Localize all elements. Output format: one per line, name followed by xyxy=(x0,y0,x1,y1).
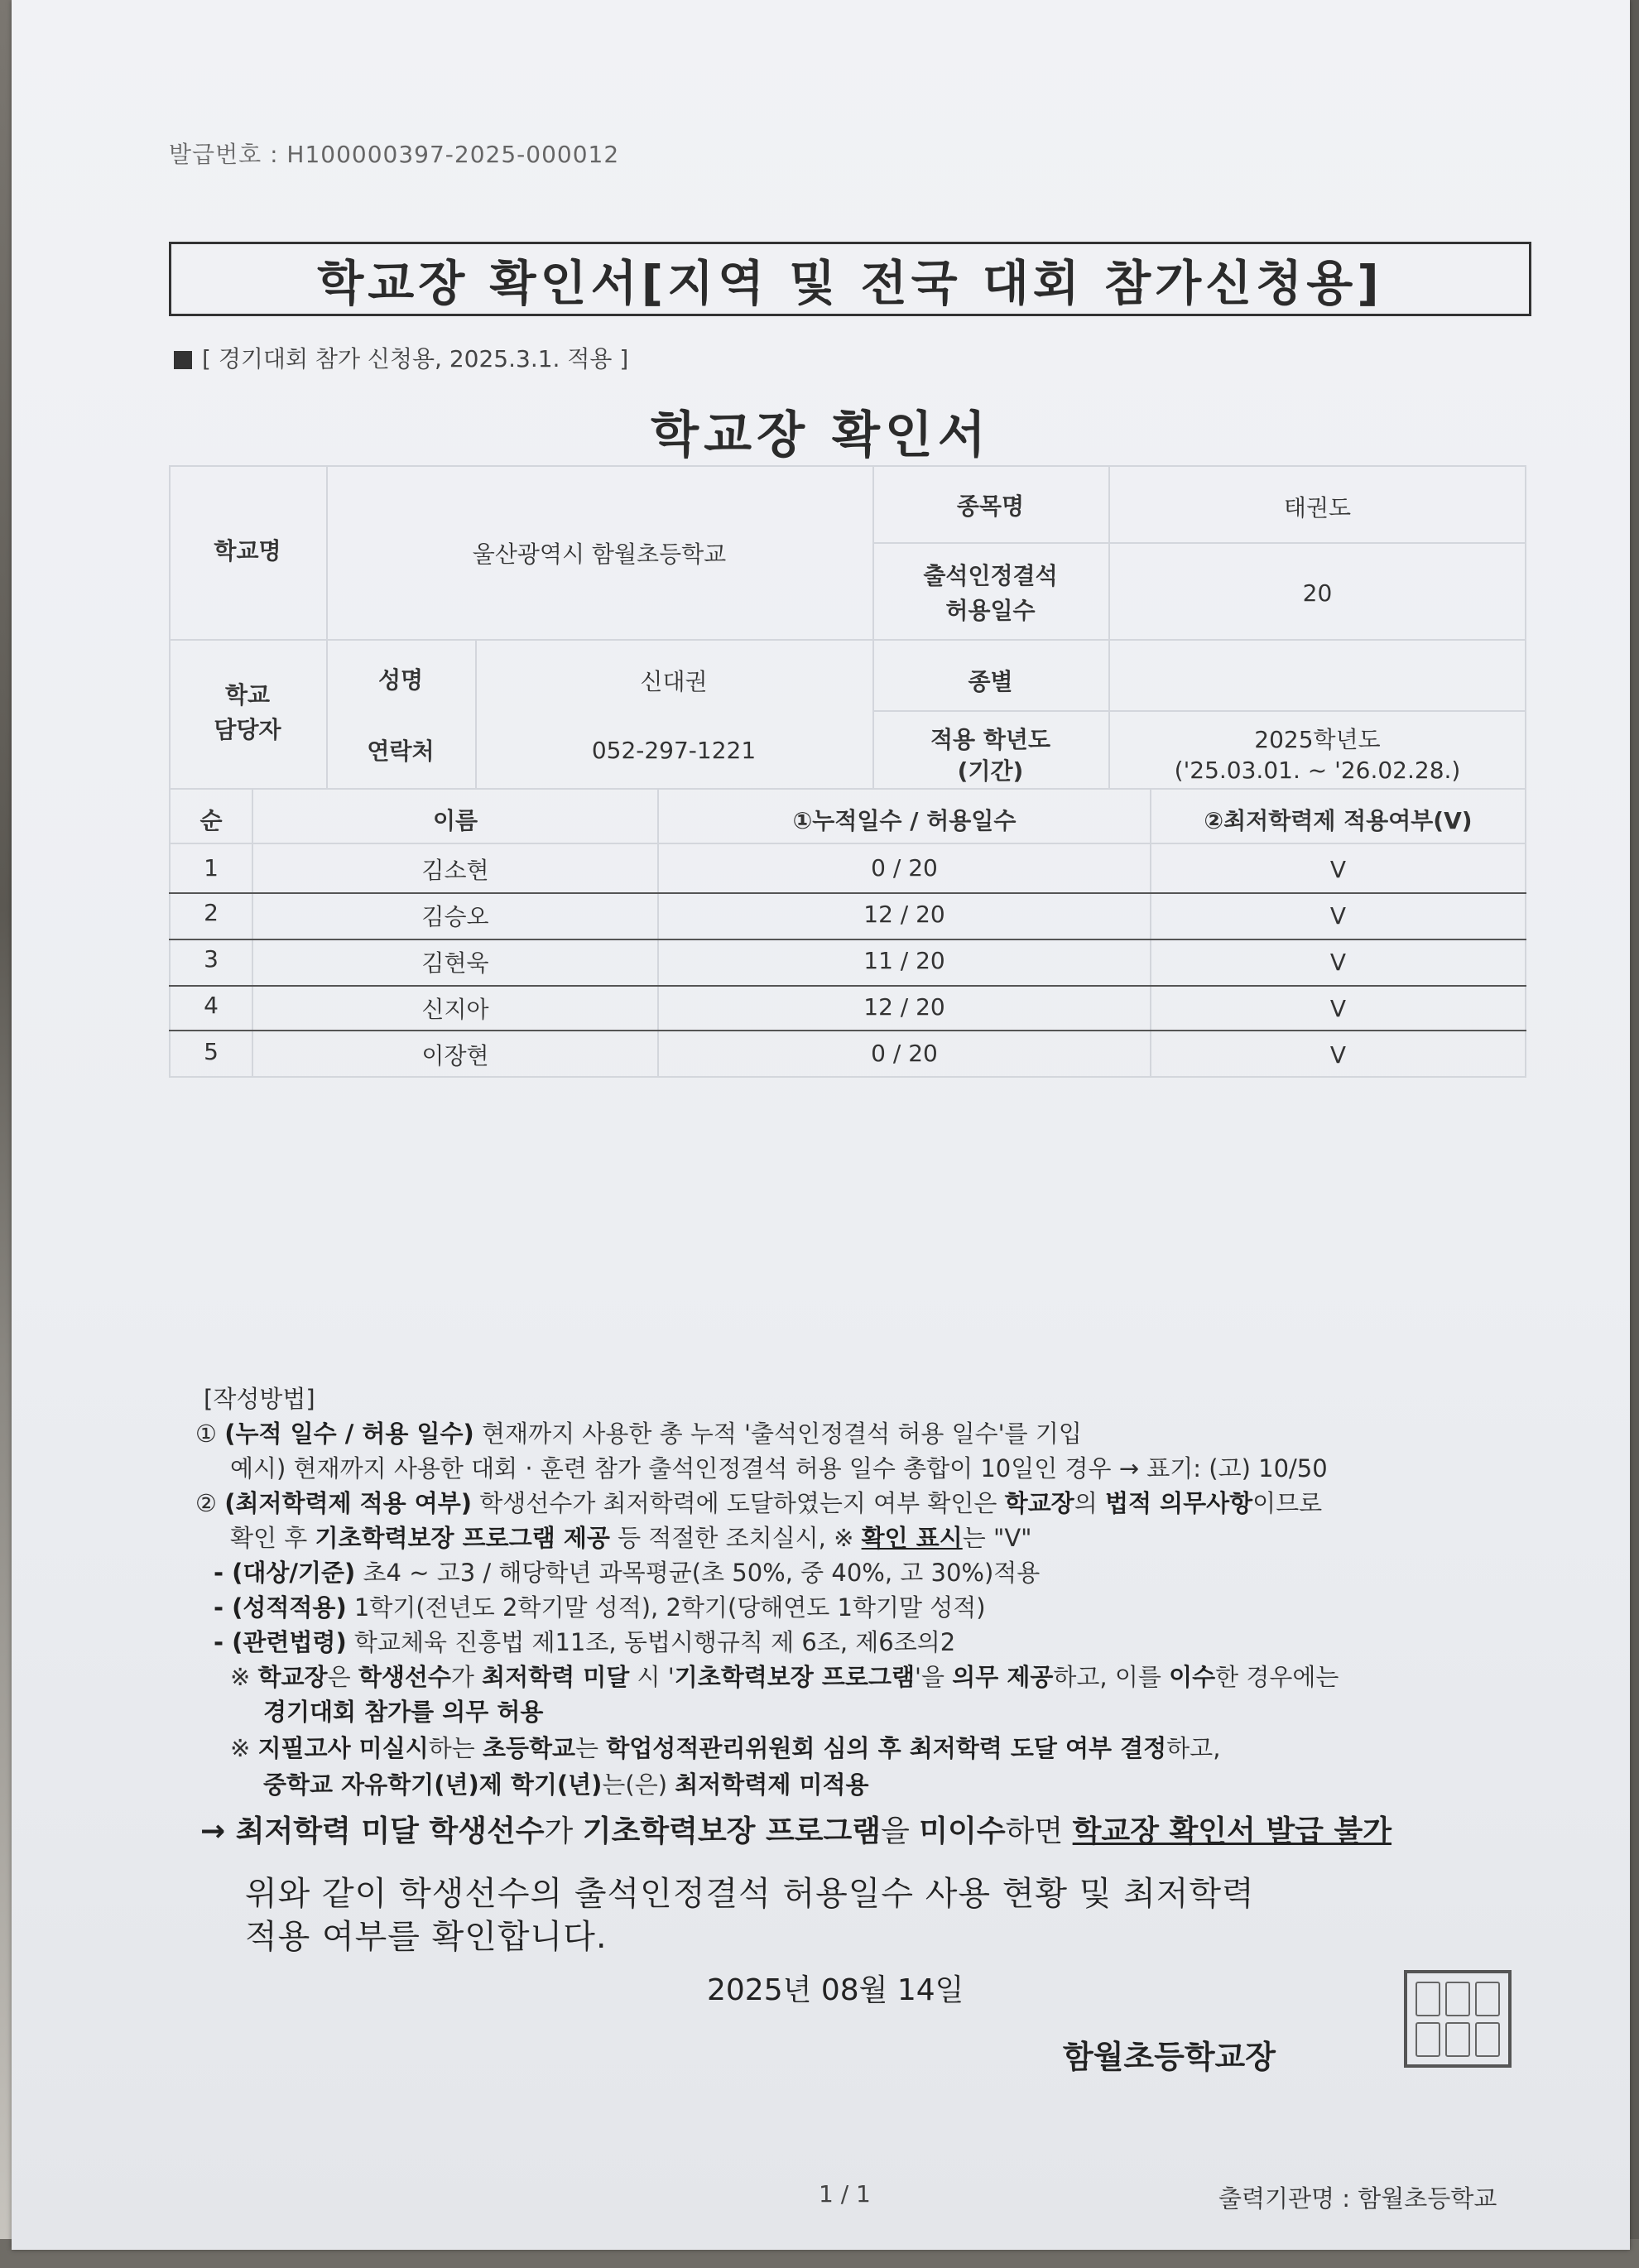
instruction-line: ① (누적 일수 / 허용 일수) 현재까지 사용한 총 누적 '출석인정결석 허용 일수'를 기입 xyxy=(195,1420,1082,1448)
instruction-line: - (관련법령) 학교체육 진흥법 제11조, 동법시행규칙 제 6조, 제6조의2 xyxy=(214,1628,956,1656)
row-no: 5 xyxy=(204,1038,219,1065)
instruction-line: 확인 후 기초학력보장 프로그램 제공 등 적절한 조치실시, ※ 확인 표시는 "V" xyxy=(230,1524,1032,1552)
table-border-bottom xyxy=(169,1076,1526,1078)
school-value: 울산광역시 함월초등학교 xyxy=(472,541,727,568)
staff-label-line2: 담당자 xyxy=(214,716,281,743)
table-col-divider xyxy=(1108,465,1110,788)
document-title: 학교장 확인서 xyxy=(651,406,991,464)
warning-line: → 최저학력 미달 학생선수가 기초학력보장 프로그램을 미이수하면 학교장 확인서 발급 불가 xyxy=(200,1814,1392,1848)
row-no: 4 xyxy=(204,992,219,1019)
row-check: V xyxy=(1329,949,1347,976)
row-days: 12 / 20 xyxy=(863,993,945,1021)
row-name: 이장현 xyxy=(421,1042,489,1069)
table-row-divider xyxy=(169,892,1526,894)
table-row-divider xyxy=(169,985,1526,987)
instructions-heading: [작성방법] xyxy=(204,1385,315,1413)
document-page xyxy=(12,0,1630,2250)
col-header-no: 순 xyxy=(199,807,223,834)
row-days: 11 / 20 xyxy=(863,947,945,974)
year-label-line1: 적용 학년도 xyxy=(930,726,1050,753)
table-row-divider xyxy=(169,843,1526,844)
issue-date: 2025년 08월 14일 xyxy=(707,1973,964,2007)
subtitle-line xyxy=(174,341,628,374)
name-value: 신대권 xyxy=(640,668,708,695)
square-bullet-icon xyxy=(174,351,192,369)
instruction-line: ※ 지필고사 미실시하는 초등학교는 학업성적관리위원회 심의 후 최저학력 도달 여부 결정하고, xyxy=(230,1734,1221,1762)
official-seal-stamp xyxy=(1404,1970,1512,2068)
contact-value: 052-297-1221 xyxy=(591,737,757,764)
row-name: 김승오 xyxy=(421,903,489,930)
instruction-line: ※ 학교장은 학생선수가 최저학력 미달 시 '기초학력보장 프로그램'을 의무 제공하고, 이를 이수한 경우에는 xyxy=(230,1663,1339,1691)
table-col-divider xyxy=(872,465,874,788)
main-title-box xyxy=(169,242,1531,316)
row-check: V xyxy=(1329,902,1347,930)
row-days: 12 / 20 xyxy=(863,901,945,928)
table-row-divider xyxy=(169,639,1526,641)
year-label-line2: (기간) xyxy=(957,757,1024,785)
row-check: V xyxy=(1329,856,1347,883)
col-header-check: ②최저학력제 적용여부(V) xyxy=(1204,807,1473,834)
confirmation-line-2: 적용 여부를 확인합니다. xyxy=(245,1918,608,1956)
table-col-divider xyxy=(326,465,328,788)
row-no: 2 xyxy=(204,899,219,926)
instruction-line: 경기대회 참가를 의무 허용 xyxy=(263,1698,544,1726)
table-row-divider xyxy=(169,1030,1526,1031)
table-col-divider xyxy=(475,639,477,788)
page-number: 1 / 1 xyxy=(819,2180,871,2208)
main-title: 학교장 확인서[지역 및 전국 대회 참가신청용] xyxy=(317,255,1383,311)
school-label: 학교명 xyxy=(214,537,281,565)
row-name: 김현욱 xyxy=(421,949,489,977)
table-row-divider xyxy=(169,788,1526,790)
row-days: 0 / 20 xyxy=(871,854,938,882)
table-row-divider xyxy=(872,542,1526,544)
table-row-divider xyxy=(169,939,1526,940)
absence-label-line2: 허용일수 xyxy=(945,597,1036,624)
issuer-name: 출력기관명 : 함월초등학교 xyxy=(1218,2184,1497,2213)
instruction-line: ② (최저학력제 적용 여부) 학생선수가 최저학력에 도달하였는지 여부 확인은 학교장의 법적 의무사항이므로 xyxy=(195,1489,1323,1517)
row-name: 신지아 xyxy=(421,996,489,1023)
row-name: 김소현 xyxy=(421,857,489,884)
contact-label: 연락처 xyxy=(367,738,435,765)
instruction-line: - (대상/기준) 초4 ~ 고3 / 해당학년 과목평균(초 50%, 중 40%, 고 30%)적용 xyxy=(214,1559,1041,1587)
table-row-divider xyxy=(872,710,1526,712)
row-check: V xyxy=(1329,995,1347,1022)
table-border-top xyxy=(169,465,1526,467)
subtitle: [ 경기대회 참가 신청용, 2025.3.1. 적용 ] xyxy=(202,345,629,372)
year-value-line2: ('25.03.01. ~ '26.02.28.) xyxy=(1174,757,1461,784)
absence-value: 20 xyxy=(1302,579,1333,607)
issue-number: 발급번호 : H100000397-2025-000012 xyxy=(169,141,620,168)
confirmation-line-1: 위와 같이 학생선수의 출석인정결석 허용일수 사용 현황 및 최저학력 xyxy=(245,1875,1255,1913)
instruction-line: 예시) 현재까지 사용한 대회 · 훈련 참가 출석인정결석 허용 일수 총합이 10일인 경우 → 표기: (고) 10/50 xyxy=(230,1454,1328,1482)
row-days: 0 / 20 xyxy=(871,1040,938,1067)
event-label: 종목명 xyxy=(956,493,1025,520)
col-header-name: 이름 xyxy=(432,807,478,834)
col-header-days: ①누적일수 / 허용일수 xyxy=(792,807,1017,834)
staff-label-line1: 학교 xyxy=(224,681,271,709)
category-label: 종별 xyxy=(968,668,1013,695)
absence-label-line1: 출석인정결석 xyxy=(923,562,1058,589)
row-no: 3 xyxy=(204,945,219,973)
row-check: V xyxy=(1329,1041,1347,1069)
event-value: 태권도 xyxy=(1283,494,1352,521)
instruction-line: - (성적적용) 1학기(전년도 2학기말 성적), 2학기(당해연도 1학기말 성적) xyxy=(214,1593,986,1622)
signer-name: 함월초등학교장 xyxy=(1063,2039,1276,2075)
name-label: 성명 xyxy=(377,666,424,694)
year-value-line1: 2025학년도 xyxy=(1254,726,1381,753)
row-no: 1 xyxy=(204,854,219,882)
instruction-line: 중학교 자유학기(년)제 학기(년)는(은) 최저학력제 미적용 xyxy=(263,1771,869,1799)
